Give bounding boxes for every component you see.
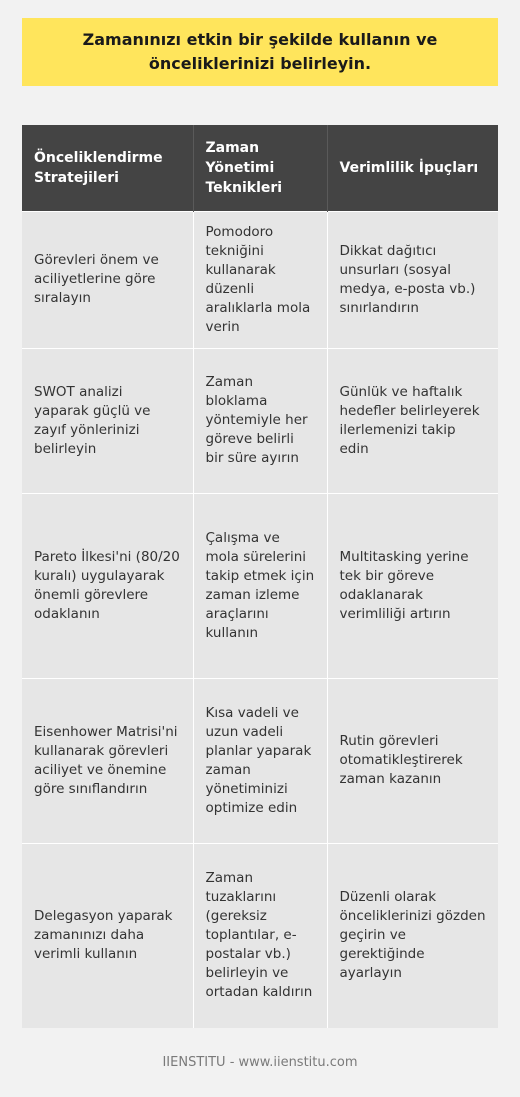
- table-cell: Pomodoro tekniğini kullanarak düzenli aralıklarla mola verin: [193, 211, 327, 348]
- table-cell: Görevleri önem ve aciliyetlerine göre sıralayın: [22, 211, 193, 348]
- table-cell: Çalışma ve mola sürelerini takip etmek için zaman izleme araçlarını kullanın: [193, 493, 327, 678]
- table-cell: Kısa vadeli ve uzun vadeli planlar yaparak zaman yönetiminizi optimize edin: [193, 678, 327, 843]
- table-cell: Zaman bloklama yöntemiyle her göreve belirli bir süre ayırın: [193, 348, 327, 493]
- title-banner: [22, 18, 498, 86]
- table-cell: Pareto İlkesi'ni (80/20 kuralı) uygulayarak önemli görevlere odaklanın: [22, 493, 193, 678]
- table-cell: Multitasking yerine tek bir göreve odaklanarak verimliliği artırın: [327, 493, 498, 678]
- header-row: [22, 125, 498, 211]
- table-cell: Zaman tuzaklarını (gereksiz toplantılar, e-postalar vb.) belirleyin ve ortadan kaldırın: [193, 843, 327, 1028]
- strategies-table: [22, 125, 498, 1028]
- table-cell: Delegasyon yaparak zamanınızı daha verimli kullanın: [22, 843, 193, 1028]
- table-row: [22, 493, 498, 678]
- column-header-productivity: Verimlilik İpuçları: [327, 125, 498, 211]
- table-cell: Günlük ve haftalık hedefler belirleyerek ilerlemenizi takip edin: [327, 348, 498, 493]
- column-header-prioritization: Önceliklendirme Stratejileri: [22, 125, 193, 211]
- table-header: [22, 125, 498, 211]
- table-cell: Eisenhower Matrisi'ni kullanarak görevleri aciliyet ve önemine göre sınıflandırın: [22, 678, 193, 843]
- column-header-time-management: Zaman Yönetimi Teknikleri: [193, 125, 327, 211]
- table-cell: Rutin görevleri otomatikleştirerek zaman kazanın: [327, 678, 498, 843]
- table-body: [22, 211, 498, 1028]
- table-row: [22, 348, 498, 493]
- table-cell: Dikkat dağıtıcı unsurları (sosyal medya, e-posta vb.) sınırlandırın: [327, 211, 498, 348]
- table-row: [22, 843, 498, 1028]
- page-title: Zamanınızı etkin bir şekilde kullanın ve önceliklerinizi belirleyin.: [82, 30, 438, 73]
- table-cell: SWOT analizi yaparak güçlü ve zayıf yönlerinizi belirleyin: [22, 348, 193, 493]
- table-row: [22, 678, 498, 843]
- table: [22, 125, 498, 1028]
- footer-credit: IIENSTITU - www.iienstitu.com: [162, 1055, 358, 1070]
- table-cell: Düzenli olarak önceliklerinizi gözden geçirin ve gerektiğinde ayarlayın: [327, 843, 498, 1028]
- table-row: [22, 211, 498, 348]
